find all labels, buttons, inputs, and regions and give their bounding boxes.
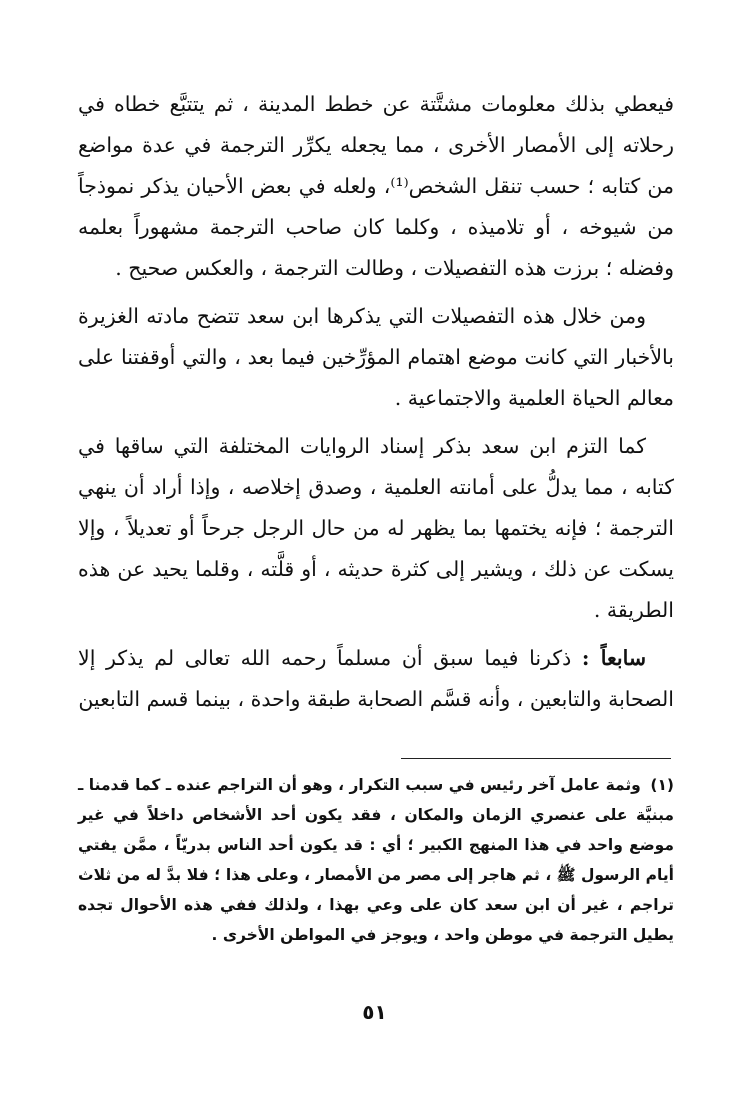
footnote-divider [401, 758, 671, 759]
paragraph-4-text: ذكرنا فيما سبق أن مسلماً رحمه الله تعالى لم يذكر إلا الصحابة والتابعين ، وأنه قسَّم الصحابة طبقة واحدة ، بينما قسم التابعين [78, 646, 674, 711]
paragraph-1-text: فيعطي بذلك معلومات مشتَّتة عن خطط المدينة ، ثم يتتبَّع خطاه في رحلاته إلى الأمصار الأخرى ، مما يجعله يكرِّر الترجمة في عدة مواضع من كتابه ؛ حسب تنقل الشخص⁽¹⁾، ولعله في بعض الأحيان يذكر نموذجاً من شيوخه ، أو تلاميذه ، وكلما كان صاحب الترجمة مشهوراً بعلمه وفضله ؛ برزت هذه التفصيلات ، وطالت الترجمة ، والعكس صحيح . [78, 92, 675, 280]
paragraph-2-text: ومن خلال هذه التفصيلات التي يذكرها ابن سعد تتضح مادته الغزيرة بالأخبار التي كانت موضع اهتمام المؤرِّخين فيما بعد ، والتي أوقفتنا على معالم الحياة العلمية والاجتماعية . [78, 304, 674, 410]
paragraph-3-text: كما التزم ابن سعد بذكر إسناد الروايات المختلفة التي ساقها في كتابه ، مما يدلُّ على أمانته العلمية ، وصدق إخلاصه ، وإذا أراد أن ينهي الترجمة ؛ فإنه يختمها بما يظهر له من حال الرجل جرحاً أو تعديلاً ، وإلا يسكت عن ذلك ، ويشير إلى كثرة حديثه ، أو قلَّته ، وقلما يحيد عن هذه الطريقة . [78, 434, 674, 622]
paragraph-4-lead: سابعاً : [581, 646, 646, 670]
paragraph-2 [78, 296, 674, 419]
footnote-marker: (١) [650, 776, 674, 794]
paragraph-3 [78, 426, 674, 631]
paragraph-4 [78, 638, 674, 720]
page-number: ٥١ [362, 1000, 387, 1024]
paragraph-1 [78, 84, 674, 289]
main-text [78, 84, 674, 727]
footnote-text: وثمة عامل آخر رئيس في سبب التكرار ، وهو أن التراجم عنده ـ كما قدمنا ـ مبنيَّة على عنصري الزمان والمكان ، فقد يكون أحد الأشخاص داخلاً في غير موضع واحد في هذا المنهج الكبير ؛ أي : قد يكون أحد الناس بدريّاً ، ممَّن يفتي أيام الرسول ﷺ ، ثم هاجر إلى مصر من الأمصار ، وعلى هذا ؛ فلا بدَّ له من ثلاث تراجم ، غير أن ابن سعد كان على وعي بهذا ، ولذلك ففي هذه الأحوال تجده يطيل الترجمة في موطن واحد ، ويوجز في المواطن الأخرى . [78, 776, 674, 944]
footnote [78, 770, 674, 950]
